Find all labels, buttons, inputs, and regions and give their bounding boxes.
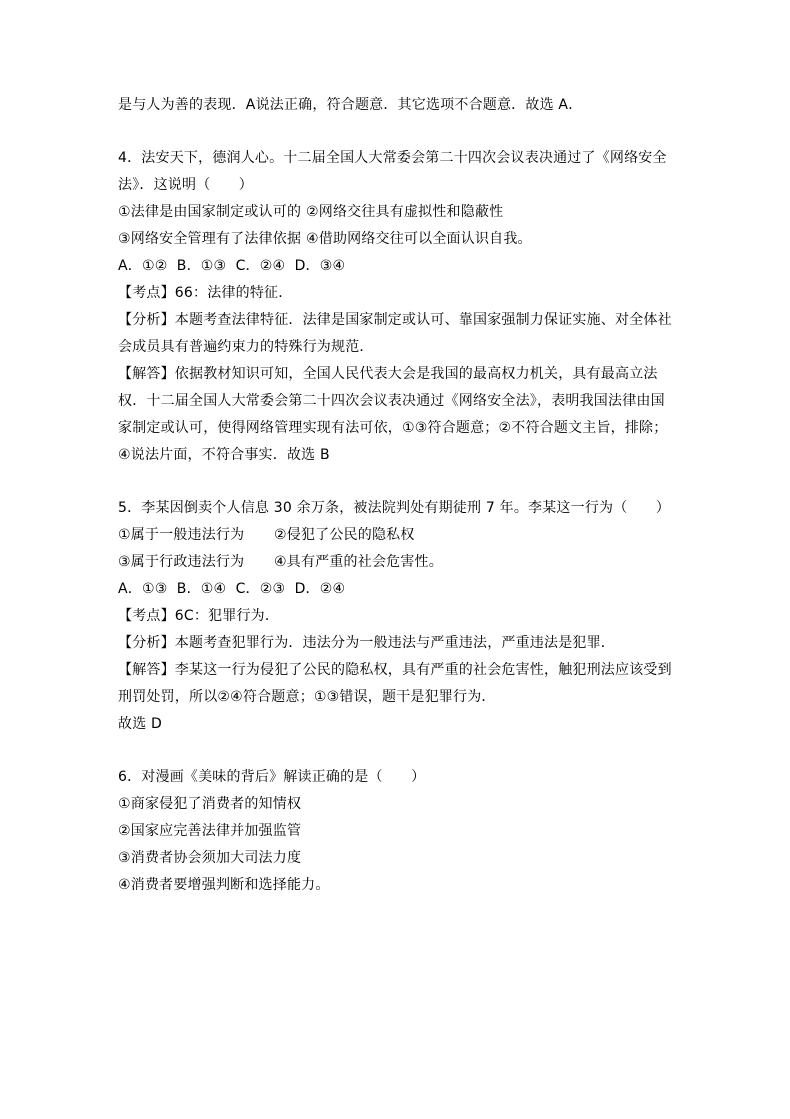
option-3: ③属于行政违法行为 — [118, 554, 245, 570]
option-4: ④消费者要增强判断和选择能力。 — [118, 877, 330, 893]
jieda-text: 家制定或认可，使得网络管理实现有法可依，①③符合题意；②不符合题文主旨，排除； — [118, 420, 668, 436]
intro-line: 是与人为善的表现．A说法正确，符合题意．其它选项不合题意．故选 A． — [118, 97, 583, 113]
question-stem: 5．李某因倒卖个人信息 30 余万条，被法院判处有期徒刑 7 年。李某这一行为（ ） — [118, 500, 671, 516]
question-stem: 4．法安天下，德润人心。十二届全国人大常委会第二十四次会议表决通过了《网络安全 — [118, 150, 667, 166]
jieda-text: 故选 D — [118, 716, 163, 732]
option-row — [118, 226, 678, 253]
jieda-text: 刑罚处罚，所以②④符合题意；①③错误，题干是犯罪行为． — [118, 689, 496, 705]
answer-choices: A．①② B．①③ C．②④ D．③④ — [118, 258, 346, 274]
answer-choices: A．①③ B．①④ C．②③ D．②④ — [118, 581, 346, 597]
option-row — [118, 522, 678, 549]
fenxi-text: 【分析】本题考查犯罪行为．违法分为一般违法与严重违法，严重违法是犯罪． — [118, 635, 615, 651]
spacer — [118, 469, 678, 495]
option-1: ①属于一般违法行为 — [118, 527, 245, 543]
option-2: ②国家应完善法律并加强监管 — [118, 823, 302, 839]
option-1: ①商家侵犯了消费者的知情权 — [118, 796, 302, 812]
fenxi-text: 【分析】本题考查法律特征．法律是国家制定或认可、靠国家强制力保证实施、对全体社 — [118, 312, 672, 328]
question-5 — [118, 495, 678, 738]
question-6 — [118, 764, 678, 899]
option-2: ②侵犯了公民的隐私权 — [274, 527, 415, 543]
document-page — [118, 92, 678, 899]
fenxi-text: 会成员具有普遍约束力的特殊行为规范． — [118, 339, 374, 355]
kaodian-label: 【考点】6C：犯罪行为． — [118, 608, 280, 624]
jieda-text: ④说法片面，不符合事实．故选 B — [118, 447, 330, 463]
question-stem: 法》．这说明（ ） — [118, 177, 253, 193]
kaodian-label: 【考点】66：法律的特征． — [118, 285, 293, 301]
option-4: ④借助网络交往可以全面认识自我。 — [306, 231, 532, 247]
spacer — [118, 119, 678, 145]
option-row — [118, 199, 678, 226]
option-3: ③网络安全管理有了法律依据 — [118, 231, 302, 247]
option-1: ①法律是由国家制定或认可的 — [118, 204, 302, 220]
option-4: ④具有严重的社会危害性。 — [274, 554, 443, 570]
option-2: ②网络交往具有虚拟性和隐蔽性 — [306, 204, 504, 220]
spacer — [118, 738, 678, 764]
jieda-text: 【解答】依据教材知识可知，全国人民代表大会是我国的最高权力机关，具有最高立法 — [118, 366, 658, 382]
option-3: ③消费者协会须加大司法力度 — [118, 850, 302, 866]
jieda-text: 【解答】李某这一行为侵犯了公民的隐私权，具有严重的社会危害性，触犯刑法应该受到 — [118, 662, 672, 678]
question-4 — [118, 145, 678, 469]
jieda-text: 权．十二届全国人大常委会第二十四次会议表决通过《网络安全法》，表明我国法律由国 — [118, 393, 665, 409]
option-row — [118, 549, 678, 576]
question-stem: 6．对漫画《美味的背后》解读正确的是（ ） — [118, 769, 426, 785]
